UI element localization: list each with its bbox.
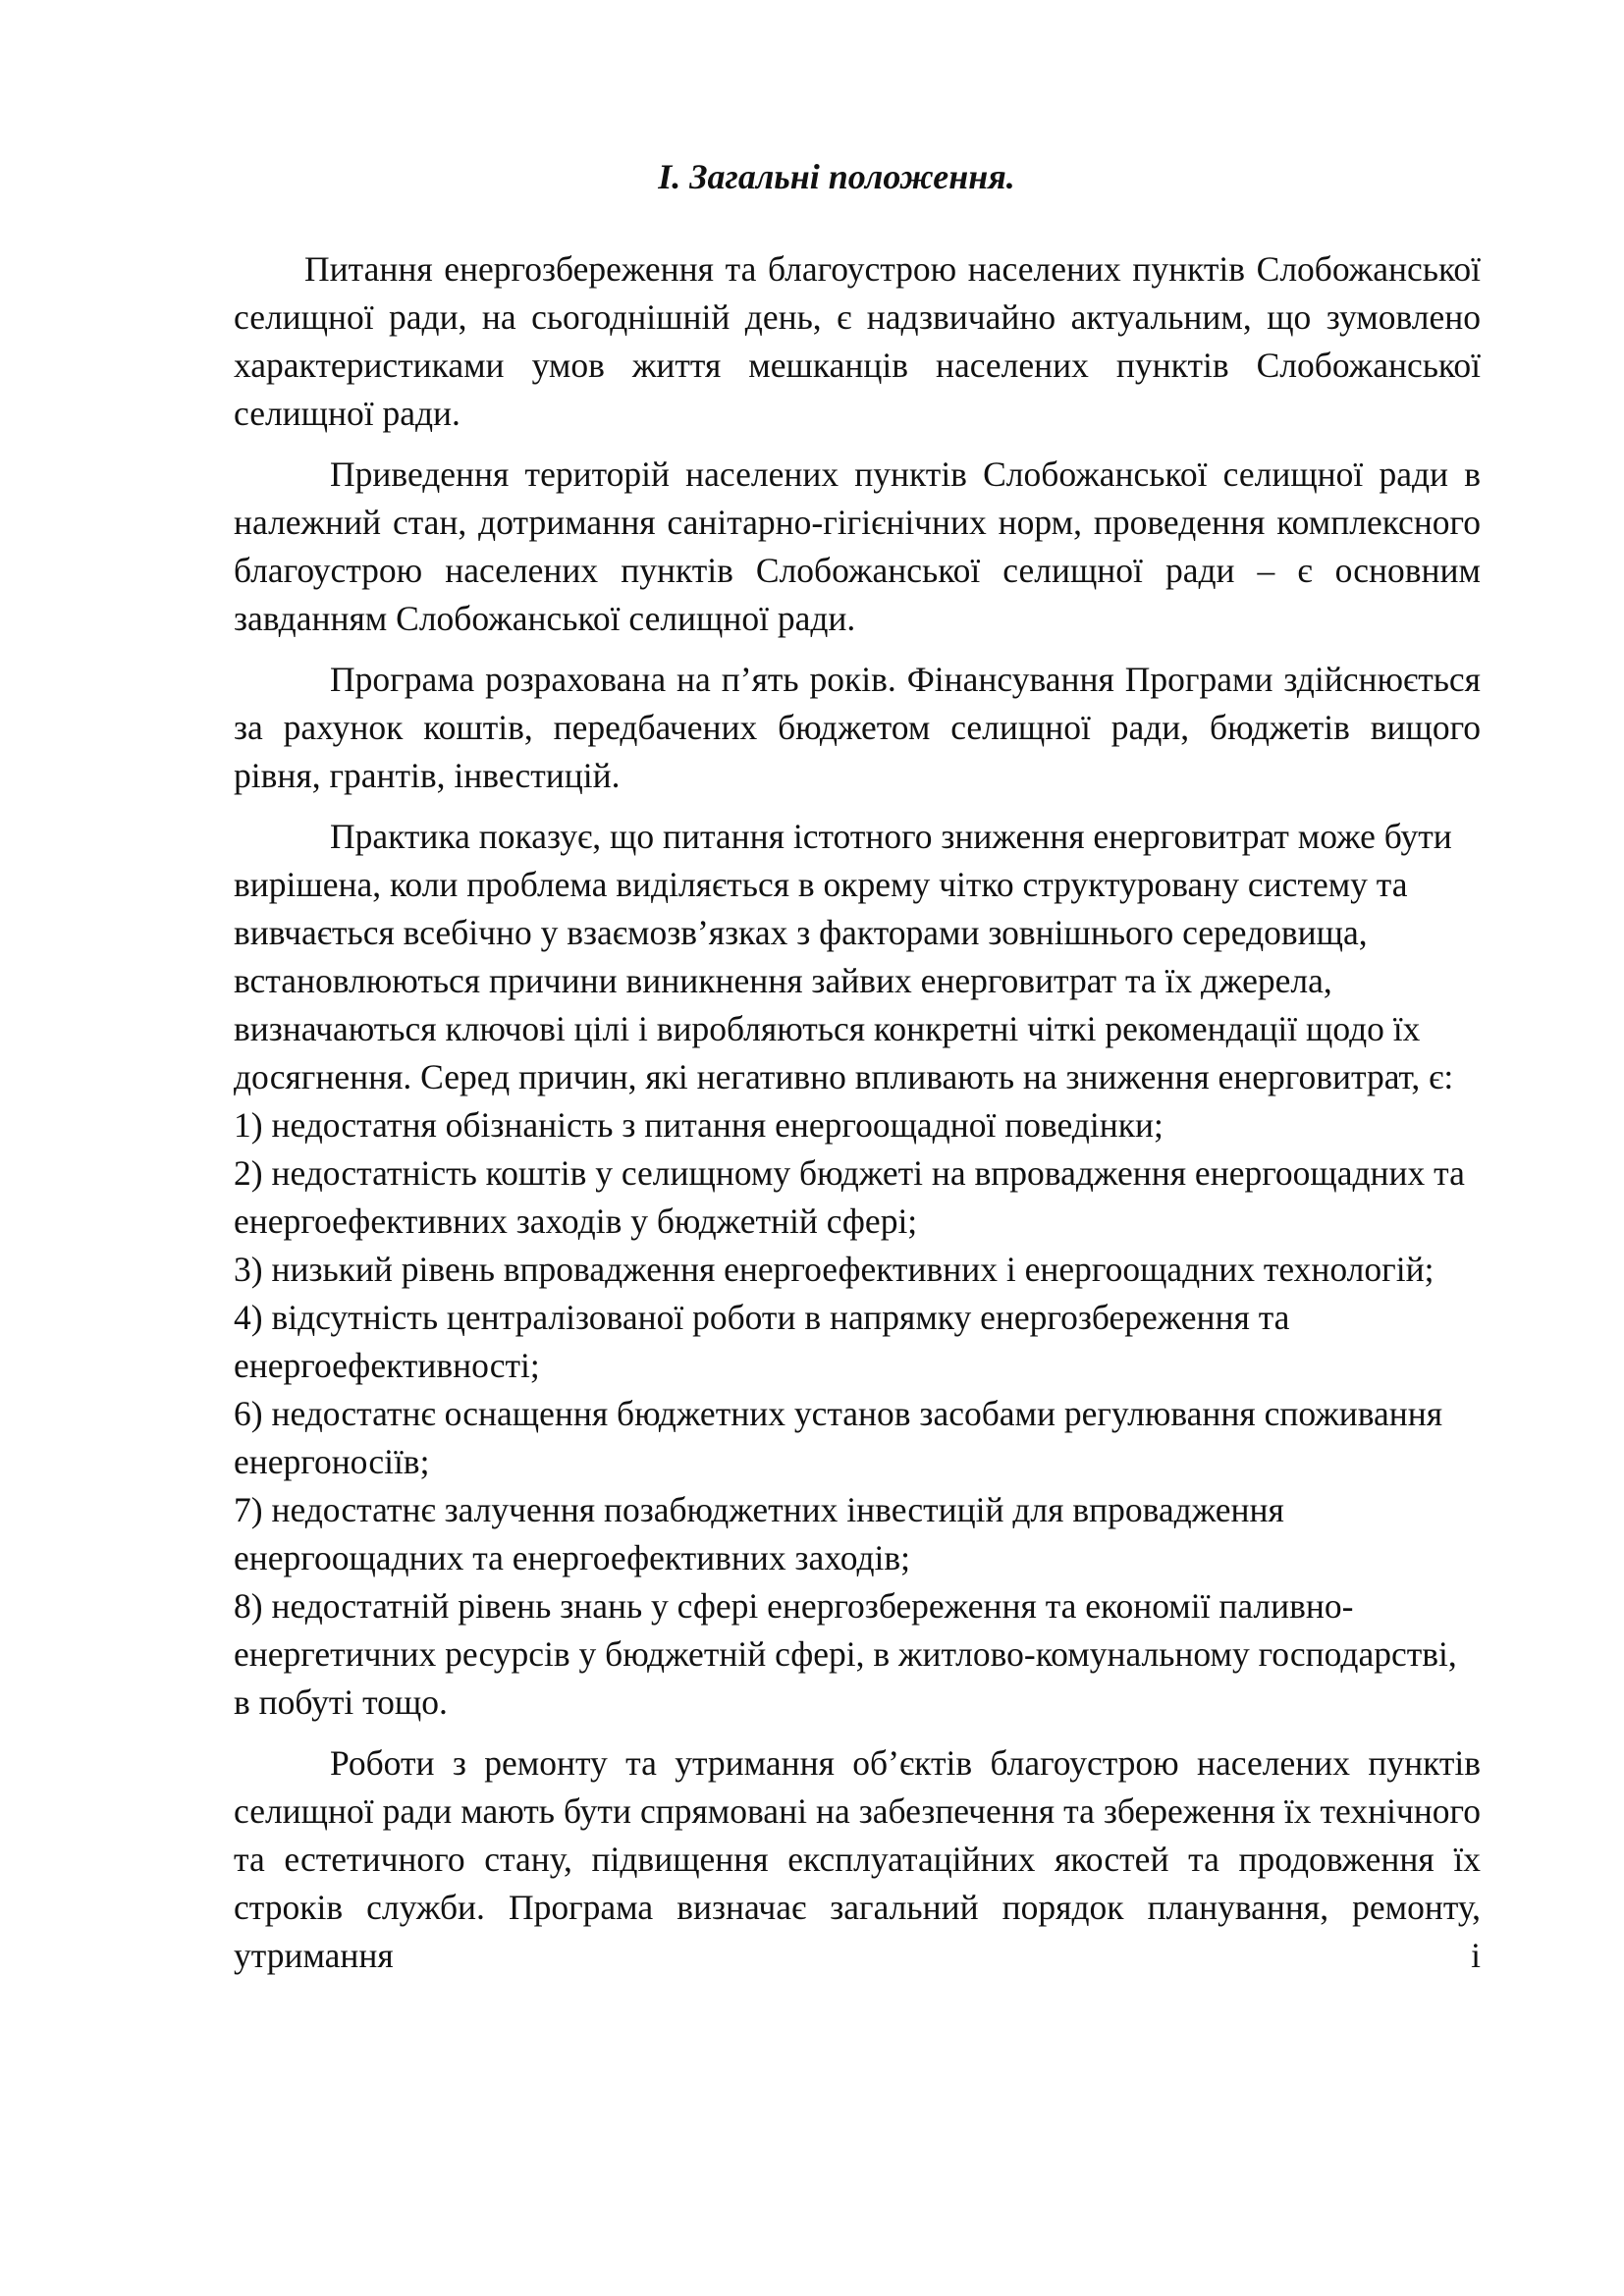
causes-list (234, 1101, 1481, 1727)
paragraph-main-task: Приведення територій населених пунктів Слобожанської селищної ради в належний стан, дотримання санітарно-гігієнічних норм, проведення комплексного благоустрою населених пунктів Слобожанської селищної ради – є основним завданням Слобожанської селищної ради. (234, 454, 1481, 638)
list-item: 2) недостатність коштів у селищному бюджеті на впровадження енергоощадних та енергоефективних заходів у бюджетній сфері; (234, 1153, 1465, 1241)
paragraph-energy-saving-relevance: Питання енергозбереження та благоустрою населених пунктів Слобожанської селищної ради, на сьогоднішній день, є надзвичайно актуальним, що зумовлено характеристиками умов життя мешканців населених пунктів Слобожанської селищної ради. (234, 249, 1481, 433)
paragraph-repair-maintenance: Роботи з ремонту та утримання об’єктів благоустрою населених пунктів селищної ради мають бути спрямовані на забезпечення та збереження їх технічного та естетичного стану, підвищення експлуатаційних якостей та продовження їх строків служби. Програма визначає загальний порядок планування, ремонту, утримання і (234, 1743, 1481, 1975)
paragraph-program-financing: Програма розрахована на п’ять років. Фінансування Програми здійснюється за рахунок коштів, передбачених бюджетом селищної ради, бюджетів вищого рівня, грантів, інвестицій. (234, 660, 1481, 795)
list-item: 1) недостатня обізнаність з питання енергоощадної поведінки; (234, 1105, 1164, 1145)
paragraph-practice-causes: Практика показує, що питання істотного зниження енерговитрат може бути вирішена, коли проблема виділяється в окрему чітко структуровану систему та вивчається всебічно у взаємозв’язках з факторами зовнішнього середовища, встановлюються причини виникнення зайвих енерговитрат та їх джерела, визначаються ключові цілі і виробляються конкретні чіткі рекомендації щодо їх досягнення. Серед причин, які негативно впливають на зниження енерговитрат, є: (234, 817, 1454, 1096)
list-item: 7) недостатнє залучення позабюджетних інвестицій для впровадження енергоощадних та енергоефективних заходів; (234, 1490, 1284, 1577)
list-item: 6) недостатнє оснащення бюджетних установ засобами регулювання споживання енергоносіїв; (234, 1394, 1443, 1481)
section-heading: I. Загальні положення. (658, 157, 1015, 196)
list-item: 8) недостатній рівень знань у сфері енергозбереження та економії паливно-енергетичних ресурсів у бюджетній сфері, в житлово-комунальному господарстві, в побуті тощо. (234, 1586, 1457, 1722)
document-body (234, 245, 1481, 1993)
list-item: 4) відсутність централізованої роботи в напрямку енергозбереження та енергоефективності; (234, 1298, 1290, 1385)
list-item: 3) низький рівень впровадження енергоефективних і енергоощадних технологій; (234, 1250, 1435, 1289)
